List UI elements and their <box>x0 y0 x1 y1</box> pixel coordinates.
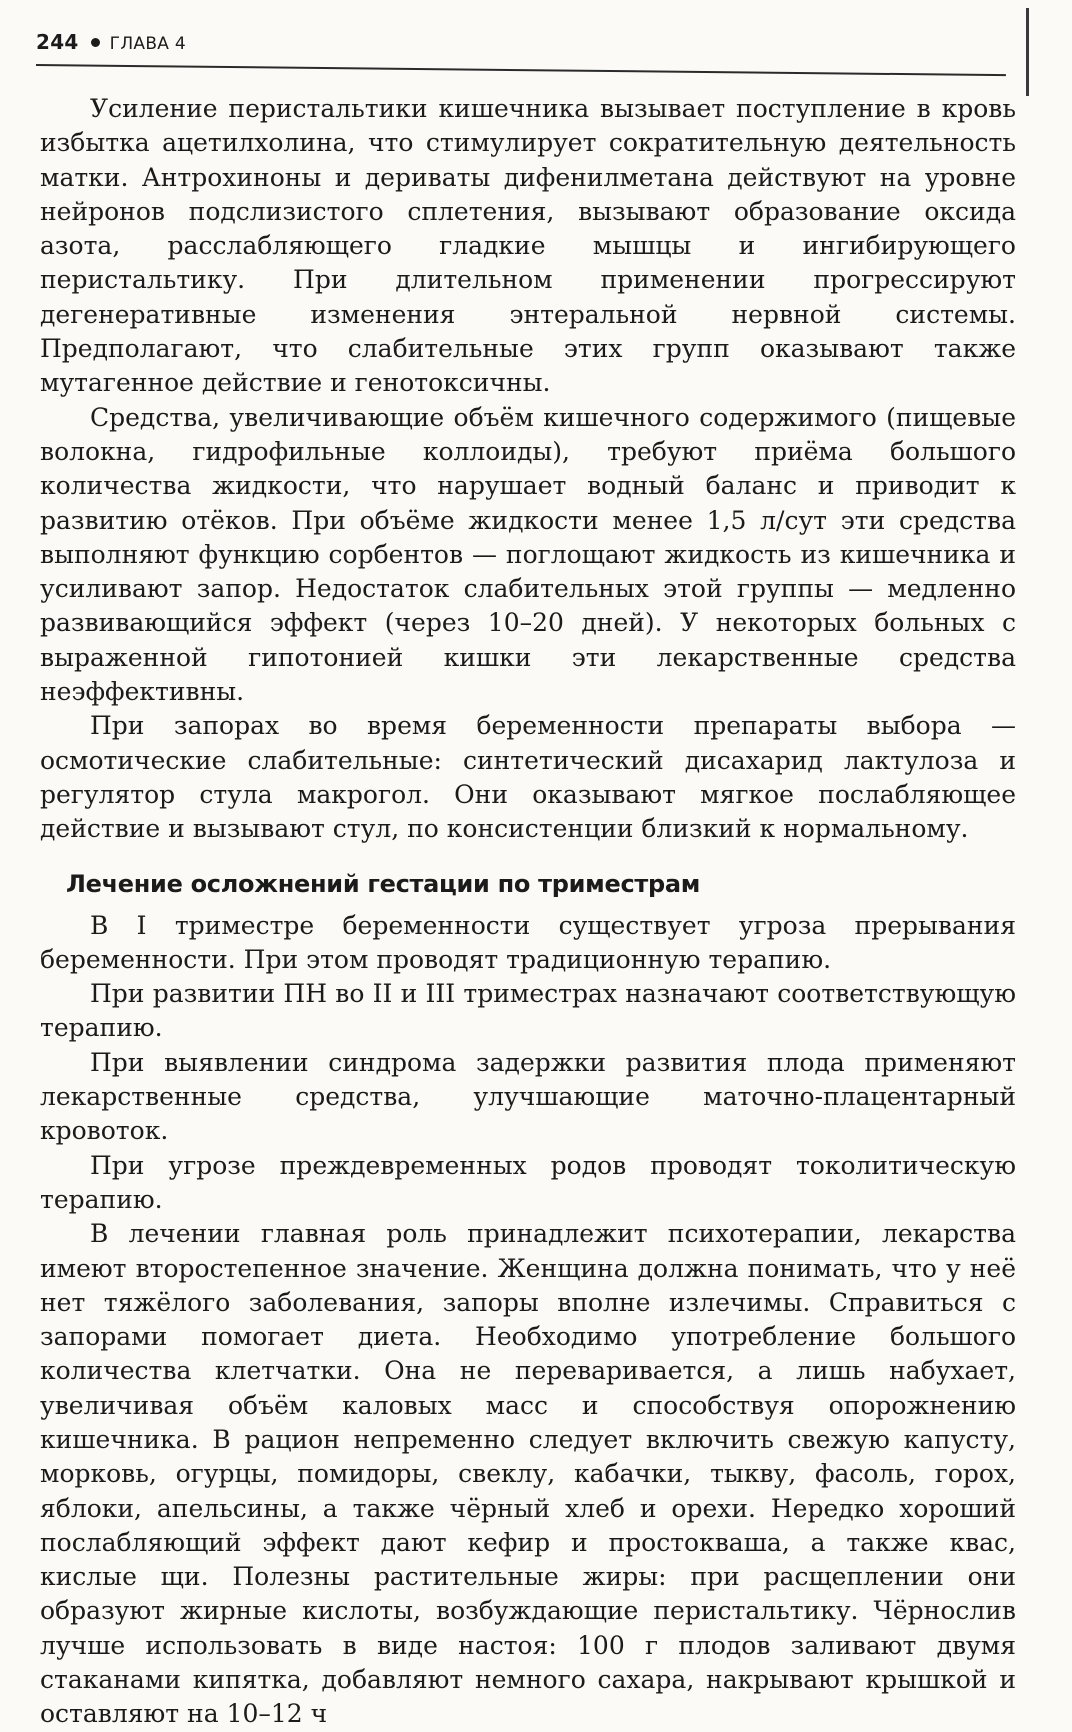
header-rule <box>36 64 1006 76</box>
chapter-title: ГЛАВА 4 <box>109 34 187 54</box>
paragraph-first-trimester: В I триместре беременности существует угроза прерывания беременности. При этом проводят традиционную терапию. <box>40 910 1016 974</box>
paragraph-second-third-trimester: При развитии ПН во II и III триместрах назначают соответствующую терапию. <box>40 979 1016 1043</box>
page-edge-line <box>1026 8 1029 96</box>
body-text <box>40 92 1016 1732</box>
paragraph-fetal-growth: При выявлении синдрома задержки развития плода применяют лекарственные средства, улучшающие маточно-плацентарный кровоток. <box>40 1047 1016 1146</box>
paragraph-preterm-labor: При угрозе преждевременных родов проводят токолитическую терапию. <box>40 1150 1016 1214</box>
running-header <box>36 30 186 54</box>
bullet-icon <box>91 38 100 47</box>
paragraph-bulk-agents: Средства, увеличивающие объём кишечного содержимого (пищевые волокна, гидрофильные коллоиды), требуют приёма большого количества жидкости, что нарушает водный баланс и приводит к развитию отёков. При объёме жидкости менее 1,5 л/сут эти средства выполняют функцию сорбентов — поглощают жидкость из кишечника и усиливают запор. Недостаток слабительных этой группы — медленно развивающийся эффект (через 10–20 дней). У некоторых больных с выраженной гипотонией кишки эти лекарственные средства неэффективны. <box>40 402 1016 707</box>
paragraph-pregnancy-choice: При запорах во время беременности препараты выбора — осмотические слабительные: синтетический дисахарид лактулоза и регулятор стула макрогол. Они оказывают мягкое послабляющее действие и вызывают стул, по консистенции близкий к нормальному. <box>40 711 1016 844</box>
page-number: 244 <box>36 30 79 54</box>
paragraph-treatment-diet: В лечении главная роль принадлежит психотерапии, лекарства имеют второстепенное значение. Женщина должна понимать, что у неё нет тяжёлого заболевания, запоры вполне излечимы. Справиться с запорами помогает диета. Необходимо употребление большого количества клетчатки. Она не переваривается, а лишь набухает, увеличивая объём каловых масс и способствуя опорожнению кишечника. В рацион непременно следует включить свежую капусту, морковь, огурцы, помидоры, свеклу, кабачки, тыкву, фасоль, горох, яблоки, апельсины, а также чёрный хлеб и орехи. Нередко хороший послабляющий эффект дают кефир и простокваша, а также квас, кислые щи. Полезны растительные жиры: при расщеплении они образуют жирные кислоты, возбуждающие перистальтику. Чёрнослив лучше использовать в виде настоя: 100 г плодов заливают двумя стаканами кипятка, добавляют немного сахара, накрывают крышкой и оставляют на 10–12 ч <box>40 1219 1016 1729</box>
section-heading: Лечение осложнений гестации по триместрам <box>66 869 701 898</box>
paragraph-peristalsis: Усиление перистальтики кишечника вызывает поступление в кровь избытка ацетилхолина, что стимулирует сократительную деятельность матки. Антрохиноны и дериваты дифенилметана действуют на уровне нейронов подслизистого сплетения, вызывают образование оксида азота, расслабляющего гладкие мышцы и ингибирующего перистальтику. При длительном применении прогрессируют дегенеративные изменения энтеральной нервной системы. Предполагают, что слабительные этих групп оказывают также мутагенное действие и генотоксичны. <box>40 94 1016 398</box>
